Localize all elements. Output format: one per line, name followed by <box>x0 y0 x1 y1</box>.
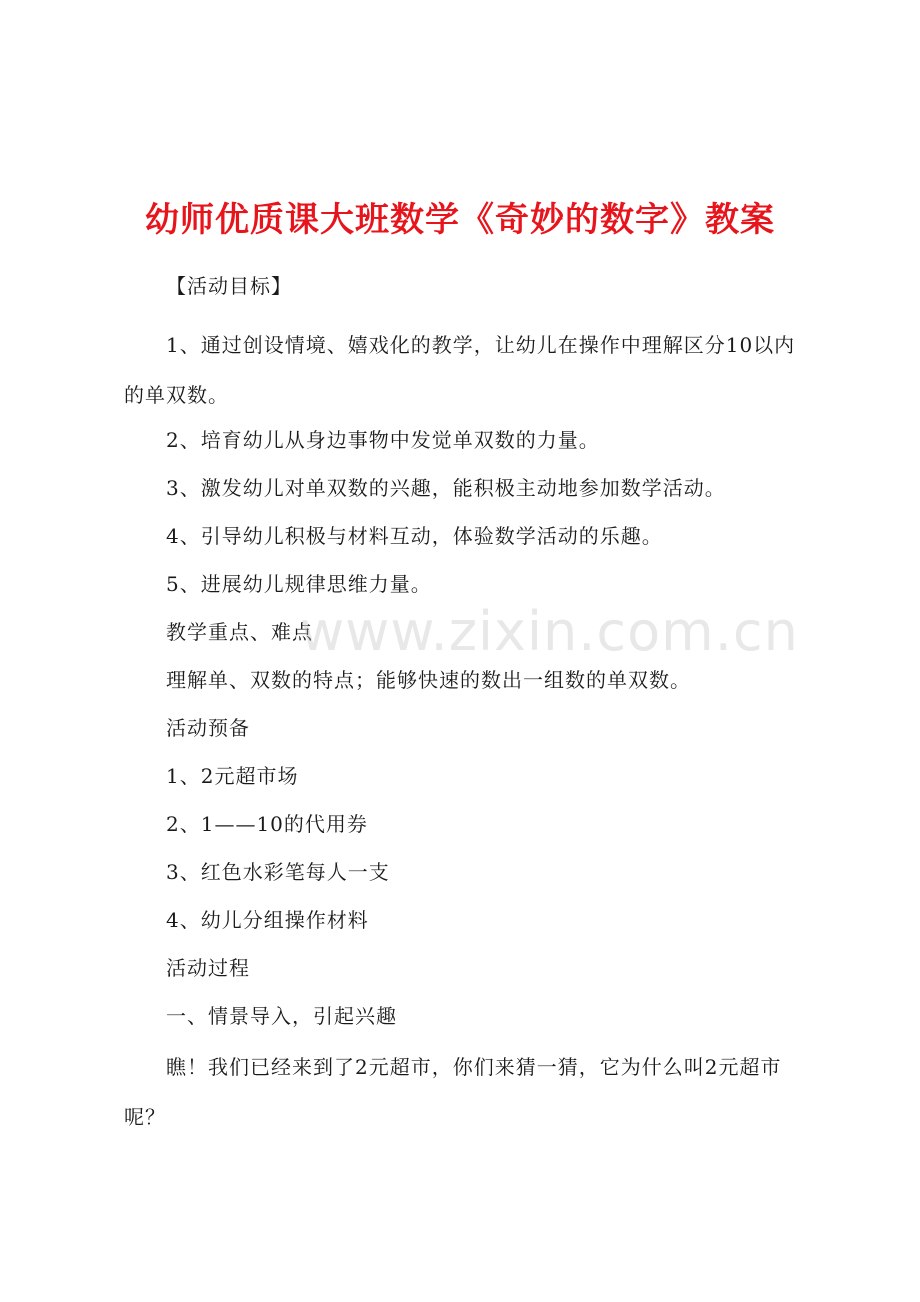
preparation-item-1: 1、2元超市场 <box>166 764 299 788</box>
goal-item-4: 4、引导幼儿积极与材料互动，体验数学活动的乐趣。 <box>166 524 663 548</box>
goal-item-1: 1、通过创设情境、嬉戏化的教学，让幼儿在操作中理解区分10以内的单双数。 <box>124 333 796 407</box>
process-step-1-heading: 一、情景导入，引起兴趣 <box>166 1004 397 1028</box>
document-title: 幼师优质课大班数学《奇妙的数字》教案 <box>145 200 775 240</box>
section-heading-key-points: 教学重点、难点 <box>166 620 313 644</box>
goal-item-2: 2、培育幼儿从身边事物中发觉单双数的力量。 <box>166 428 600 452</box>
section-heading-process: 活动过程 <box>166 956 250 980</box>
goal-item-5: 5、进展幼儿规律思维力量。 <box>166 572 432 596</box>
key-points-text: 理解单、双数的特点；能够快速的数出一组数的单双数。 <box>166 668 691 692</box>
section-heading-preparation: 活动预备 <box>166 716 250 740</box>
goal-item-3: 3、激发幼儿对单双数的兴趣，能积极主动地参加数学活动。 <box>166 476 726 500</box>
preparation-item-3: 3、红色水彩笔每人一支 <box>166 860 390 884</box>
watermark: www.zixin.com.cn <box>300 600 799 663</box>
process-step-1-text: 瞧！我们已经来到了2元超市，你们来猜一猜，它为什么叫2元超市呢？ <box>124 1055 782 1129</box>
section-heading-goals: 【活动目标】 <box>166 274 292 298</box>
preparation-item-2: 2、1——10的代用券 <box>166 812 368 836</box>
preparation-item-4: 4、幼儿分组操作材料 <box>166 908 369 932</box>
